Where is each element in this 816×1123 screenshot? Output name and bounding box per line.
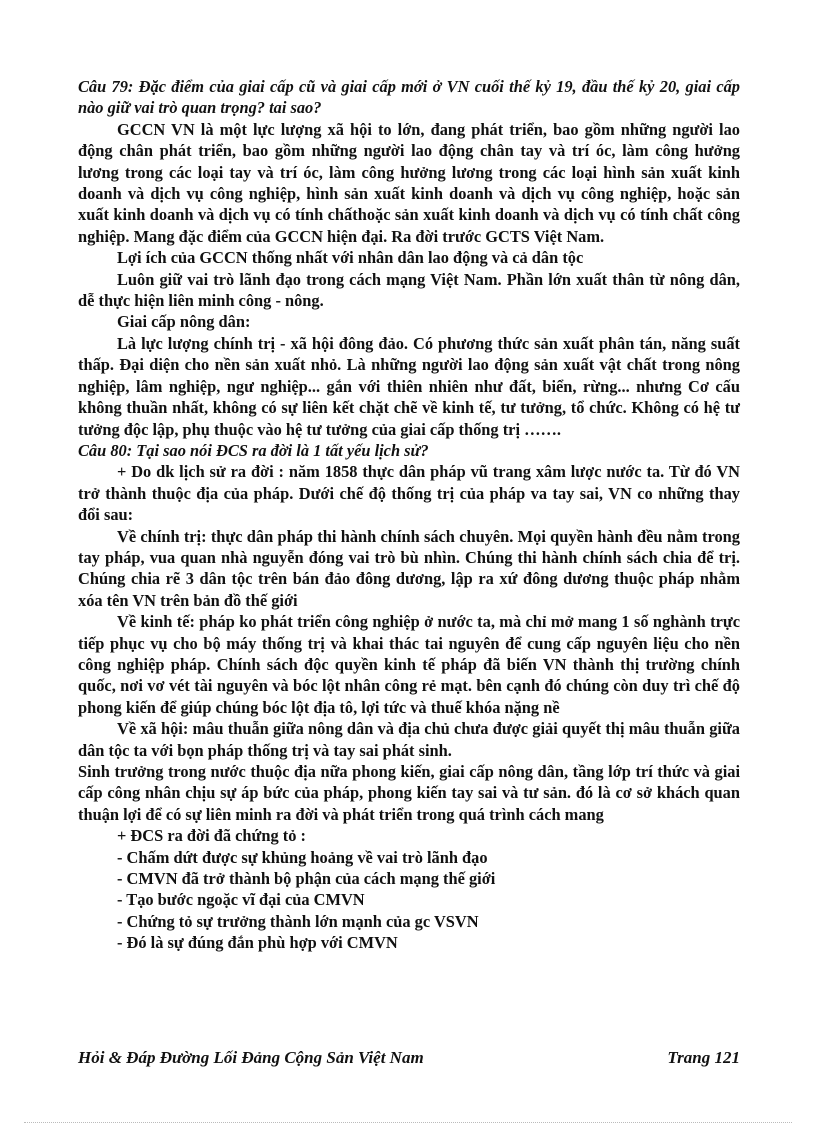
- paragraph: Sinh trưởng trong nước thuộc địa nữa phong kiến, giai cấp nông dân, tầng lớp trí thức và giai cấp công nhân chịu sự áp bức của pháp, phong kiến tay sai và tư sản. đó là cơ sở khách quan thuận lợi để có sự liên minh ra đời và phát triển trong quá trình cách mang: [78, 762, 740, 824]
- list-item: - Chứng tỏ sự trưởng thành lớn mạnh của gc VSVN: [117, 911, 479, 931]
- paragraph: + Do dk lịch sử ra đời : năm 1858 thực dân pháp vũ trang xâm lược nước ta. Từ đó VN trở thành thuộc địa của pháp. Dưới chế độ thống trị của pháp va tay sai, VN co những thay đổi sau:: [78, 462, 740, 525]
- paragraph: GCCN VN là một lực lượng xã hội to lớn, đang phát triển, bao gồm những người lao động chân phát triển, bao gồm những người lao động chân tay và trí óc, làm công hưởng lương trong các loại tay và trí óc, làm công hưởng lương trong các loại hình sản xuất kinh doanh và dịch vụ công nghiệp, hình sản xuất kinh doanh và dịch vụ công nghiệp, hoặc sản xuất kinh doanh và dịch vụ có tính chấthoặc sản xuất kinh doanh và dịch vụ có tính chất công nghiệp. Mang đặc điểm của GCCN hiện đại. Ra đời trước GCTS Việt Nam.: [78, 119, 740, 246]
- paragraph: Về kinh tế: pháp ko phát triển công nghiệp ở nước ta, mà chỉ mở mang 1 số nghành trực tiếp phục vụ cho bộ máy thống trị và khai thác tai nguyên để cung cấp nguyên liệu cho nền công nghiệp pháp. Chính sách độc quyền kinh tế pháp đã biến VN thành thị trường chính quốc, nơi vơ vét tài nguyên và bóc lột nhân công rẻ mạt. bên cạnh đó chúng còn duy trì chế độ phong kiến để giúp chúng bóc lột địa tô, lợi tức và thuế khóa nặng nề: [78, 612, 740, 717]
- subheading: Giai cấp nông dân:: [117, 312, 251, 332]
- document-body: [78, 76, 740, 954]
- paragraph: Lợi ích của GCCN thống nhất với nhân dân lao động và cả dân tộc: [117, 248, 584, 268]
- footer-title: Hỏi & Đáp Đường Lối Đảng Cộng Sản Việt Nam: [78, 1048, 424, 1067]
- list-item: - Tạo bước ngoặc vĩ đại của CMVN: [117, 890, 365, 910]
- page-number: Trang 121: [667, 1048, 740, 1067]
- list-item: - CMVN đã trở thành bộ phận của cách mạng thế giới: [117, 869, 496, 889]
- page-footer: [78, 1048, 740, 1068]
- paragraph: Là lực lượng chính trị - xã hội đông đảo. Có phương thức sản xuất phân tán, năng suất thấp. Đại diện cho nền sản xuất nhỏ. Là những người lao động sản xuất vật chất trong nông nghiệp, lâm nghiệp, ngư nghiệp... gắn với thiên nhiên như đất, biển, rừng... nhưng Cơ cấu không thuần nhất, không có sự liên kết chặt chẽ về kinh tế, tư tưởng, tổ chức. Không có hệ tư tưởng độc lập, phụ thuộc vào hệ tư tưởng của giai cấp thống trị …….: [78, 333, 740, 439]
- paragraph: Về xã hội: mâu thuẫn giữa nông dân và địa chủ chưa được giải quyết thị mâu thuẫn giữa dân tộc ta với bọn pháp thống trị và tay sai phát sinh.: [78, 719, 740, 760]
- paragraph: Về chính trị: thực dân pháp thi hành chính sách chuyên. Mọi quyền hành đều nằm trong tay pháp, vua quan nhà nguyễn đóng vai trò bù nhìn. Chúng thi hành chính sách chia để trị. Chúng chia rẽ 3 dân tộc trên bán đảo đông dương, lập ra xứ đông dương thuộc pháp nhằm xóa tên VN trên bản đồ thế giới: [78, 526, 740, 610]
- paragraph: Luôn giữ vai trò lãnh đạo trong cách mạng Việt Nam. Phần lớn xuất thân từ nông dân, dễ thực hiện liên minh công - nông.: [78, 269, 740, 311]
- paragraph: + ĐCS ra đời đã chứng tỏ :: [117, 826, 306, 846]
- question-80-title: Câu 80: Tại sao nói ĐCS ra đời là 1 tất yếu lịch sử?: [78, 440, 429, 460]
- list-item: - Đó là sự đúng đắn phù hợp với CMVN: [117, 933, 398, 953]
- list-item: - Chấm dứt được sự khủng hoảng về vai trò lãnh đạo: [117, 847, 488, 867]
- question-79-title: Câu 79: Đặc điểm của giai cấp cũ và giai cấp mới ở VN cuối thế kỷ 19, đầu thế kỷ 20, giai cấp nào giữ vai trò quan trọng? tai sao?: [78, 77, 740, 118]
